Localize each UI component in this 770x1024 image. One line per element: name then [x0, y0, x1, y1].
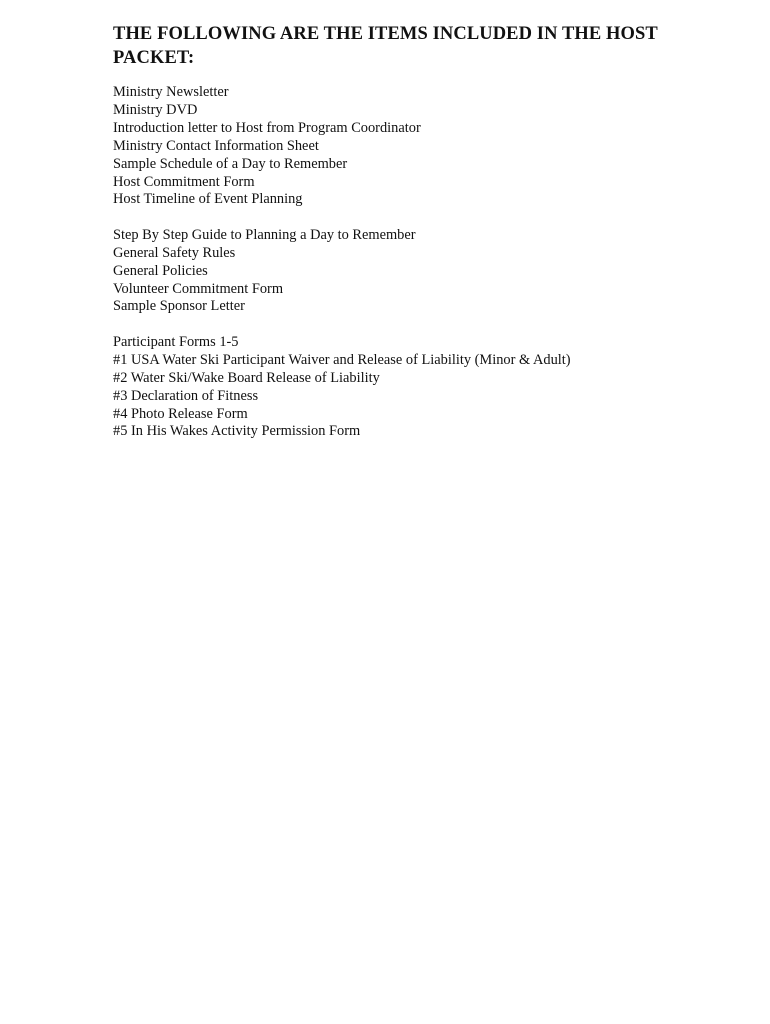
document-heading: THE FOLLOWING ARE THE ITEMS INCLUDED IN THE HOST PACKET: [113, 24, 658, 68]
list-item: Participant Forms 1-5 [113, 333, 239, 350]
list-item: Sample Schedule of a Day to Remember [113, 155, 348, 172]
document-page [113, 22, 673, 459]
list-item: Step By Step Guide to Planning a Day to Remember [113, 226, 416, 243]
packet-items-group-2 [113, 227, 673, 317]
list-item: Ministry Newsletter [113, 84, 229, 100]
list-item: Volunteer Commitment Form [113, 280, 284, 297]
list-item: #5 In His Wakes Activity Permission Form [113, 423, 361, 440]
list-item: #2 Water Ski/Wake Board Release of Liability [113, 369, 380, 386]
list-item: Ministry DVD [113, 101, 198, 118]
list-item: Host Timeline of Event Planning [113, 191, 303, 208]
participant-forms-group [113, 334, 673, 441]
packet-items-group-1 [113, 84, 673, 209]
list-item: #3 Declaration of Fitness [113, 387, 259, 404]
list-item: #1 USA Water Ski Participant Waiver and Release of Liability (Minor & Adult) [113, 351, 571, 368]
list-item: Host Commitment Form [113, 173, 255, 190]
list-item: General Safety Rules [113, 244, 236, 261]
list-item: Ministry Contact Information Sheet [113, 137, 319, 154]
list-item: #4 Photo Release Form [113, 405, 248, 422]
list-item: Introduction letter to Host from Program Coordinator [113, 119, 421, 136]
list-item: General Policies [113, 262, 208, 279]
list-item: Sample Sponsor Letter [113, 298, 245, 315]
